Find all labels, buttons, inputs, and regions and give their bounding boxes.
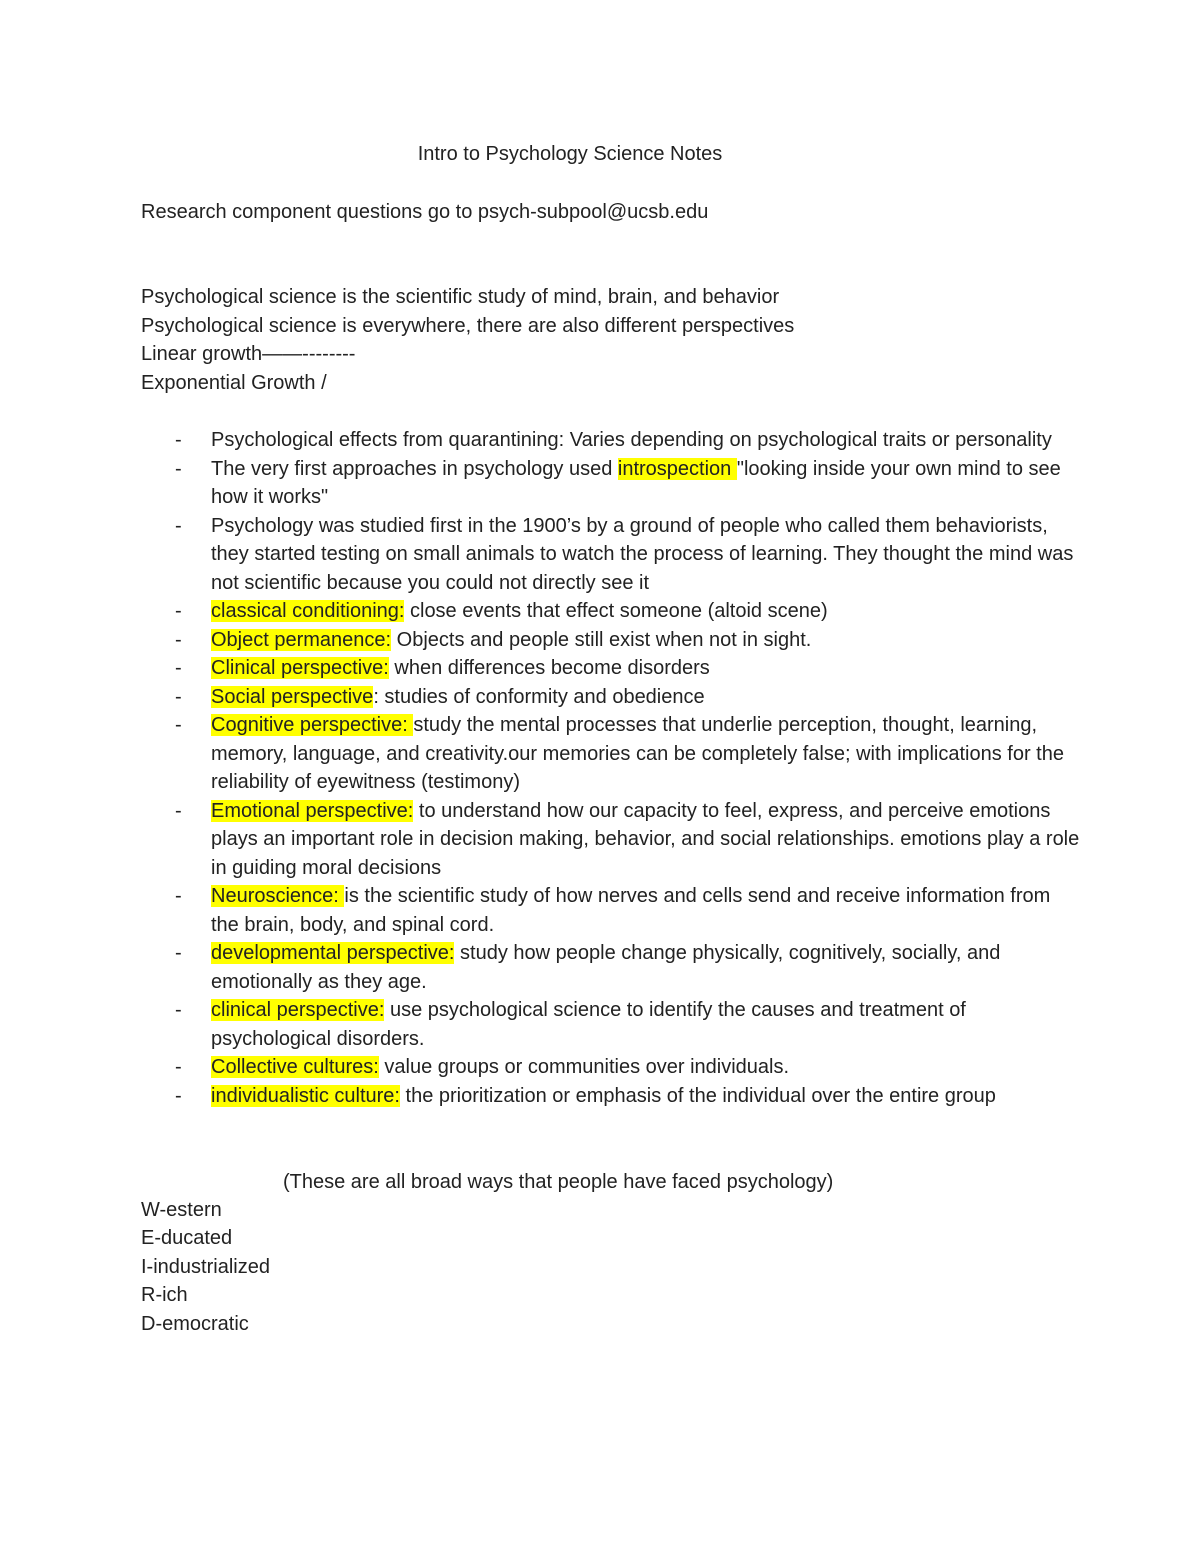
bullet-dash: - [175, 799, 182, 822]
bullet-dash: - [175, 885, 182, 907]
weird-line: R-ich [141, 1284, 188, 1306]
bullet-dash: - [175, 1056, 182, 1078]
highlighted-term: Clinical perspective: [211, 657, 389, 679]
bullet-text: is the scientific study of how nerves and cells send and receive information from the brain, body, and spinal cord. [211, 885, 1051, 936]
bullet-text: Psychology was studied first in the 1900’s by a ground of people who called them behaviorists, they started testing on small animals to watch the process of learning. They thought the mind was not scientific because you could not directly see it [211, 514, 1074, 594]
bullet-text: Objects and people still exist when not in sight. [391, 628, 812, 651]
bullet-item [141, 626, 1081, 655]
bullet-dash: - [175, 628, 182, 651]
bullet-text: the prioritization or emphasis of the individual over the entire group [399, 1084, 996, 1107]
bullet-dash: - [175, 685, 182, 708]
bullet-text: to understand how our capacity to feel, express, and perceive emotions plays an important role in decision making, behavior, and social relationships. emotions play a role in guiding moral decisions [211, 799, 1080, 879]
bullet-list [141, 426, 1081, 1110]
highlighted-term: classical conditioning: [211, 600, 405, 622]
bullet-text: : studies of conformity and obedience [373, 685, 705, 708]
bullet-item [141, 597, 1081, 626]
intro-line: Linear growth——-------- [141, 343, 356, 365]
caption: (These are all broad ways that people have faced psychology) [283, 1171, 834, 1193]
highlighted-term: Social perspective [211, 685, 374, 708]
bullet-text: "looking inside your own mind to see how it works" [211, 457, 1061, 508]
highlighted-term: Emotional perspective: [211, 799, 414, 822]
intro-line: Psychological science is everywhere, there are also different perspectives [141, 315, 795, 337]
highlighted-term: Object permanence: [211, 628, 392, 651]
bullet-item [141, 1053, 1081, 1082]
weird-line: W-estern [141, 1199, 222, 1221]
highlighted-term: developmental perspective: [211, 942, 455, 964]
bullet-item [141, 455, 1081, 512]
weird-line: D-emocratic [141, 1313, 249, 1335]
highlighted-term: Collective cultures: [211, 1056, 379, 1078]
bullet-item [141, 882, 1081, 939]
page-title: Intro to Psychology Science Notes [417, 143, 723, 165]
bullet-text: value groups or communities over individuals. [378, 1056, 790, 1078]
bullet-item [141, 939, 1081, 996]
bullet-text: use psychological science to identify the causes and treatment of psychological disorders. [211, 999, 966, 1050]
highlighted-term: introspection [617, 457, 737, 480]
highlighted-term: clinical perspective: [211, 999, 385, 1021]
bullet-text: study the mental processes that underlie perception, thought, learning, memory, language, and creativity.our memories can be completely false; with implications for the reliability of eyewitness (testimony) [211, 714, 1064, 793]
research-note: Research component questions go to psych-subpool@ucsb.edu [141, 201, 709, 223]
bullet-dash: - [175, 942, 182, 964]
bullet-dash: - [175, 600, 182, 622]
bullet-text: close events that effect someone (altoid scene) [404, 600, 828, 622]
weird-line: E-ducated [141, 1227, 233, 1249]
highlighted-term: Neuroscience: [211, 885, 345, 907]
bullet-item [141, 683, 1081, 712]
bullet-item [141, 512, 1081, 598]
bullet-pre: The very first approaches in psychology used [211, 457, 618, 480]
bullet-dash: - [175, 1084, 182, 1107]
bullet-item [141, 426, 1081, 455]
intro-line: Exponential Growth / [141, 372, 327, 394]
bullet-item [141, 797, 1081, 883]
bullet-item [141, 711, 1081, 797]
bullet-item [141, 654, 1081, 683]
bullet-dash: - [175, 514, 182, 537]
bullet-dash: - [175, 657, 182, 679]
highlighted-term: individualistic culture: [211, 1084, 400, 1107]
bullet-text: Psychological effects from quarantining: Varies depending on psychological traits or personality [211, 429, 1052, 451]
bullet-item [141, 1082, 1081, 1111]
highlighted-term: Cognitive perspective: [211, 714, 414, 736]
bullet-dash: - [175, 429, 182, 451]
weird-line: I-industrialized [141, 1256, 270, 1278]
bullet-item [141, 996, 1081, 1053]
bullet-dash: - [175, 999, 182, 1021]
bullet-text: study how people change physically, cognitively, socially, and emotionally as they age. [211, 942, 1001, 993]
intro-line: Psychological science is the scientific study of mind, brain, and behavior [141, 286, 780, 308]
bullet-text: when differences become disorders [388, 657, 710, 679]
bullet-dash: - [175, 714, 182, 736]
bullet-dash: - [175, 457, 182, 480]
